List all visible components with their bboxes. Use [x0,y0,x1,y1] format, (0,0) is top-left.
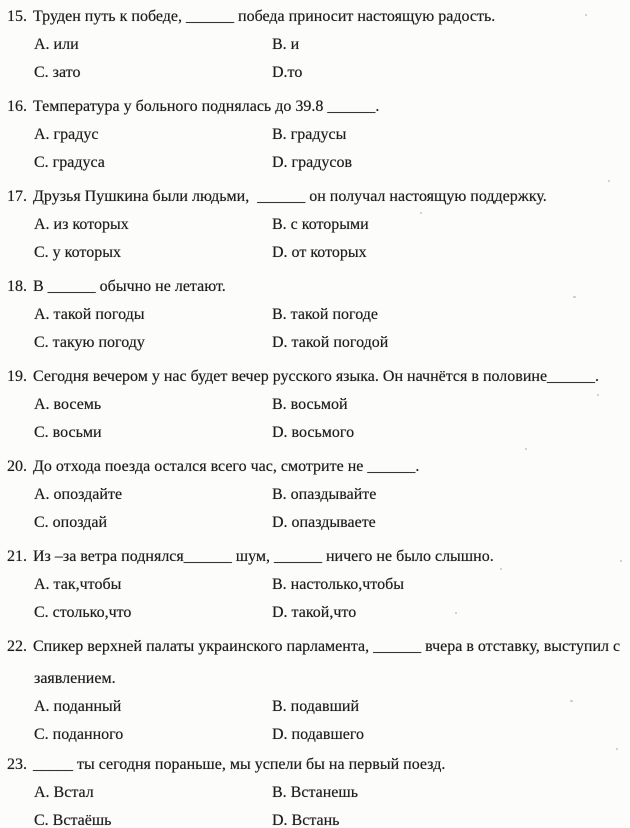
options-row [34,334,630,362]
question-text: Труден путь к победе, ______ победа приносит настоящую радость. [33,8,496,25]
options-block [34,486,630,542]
option-b: B. настолько,чтобы [272,576,404,593]
question-text-line [7,278,630,296]
options-row [34,812,630,828]
options-row [34,244,630,272]
options-block [34,698,630,754]
option-a: A. Встал [34,784,94,801]
options-row [34,784,630,812]
question-text-line [7,638,630,656]
option-d: D. такой погодой [272,334,389,351]
question-text: Сегодня вечером у нас будет вечер русского языка. Он начнётся в половине______. [33,368,600,385]
question-text-line [7,548,630,566]
option-b: B. градусы [272,126,347,143]
option-b: B. опаздывайте [272,486,377,503]
question-text: До отхода поезда остался всего час, смотрите не ______. [33,458,420,475]
question-17 [7,188,630,272]
option-a: A. градус [34,126,99,143]
option-a: A. или [34,36,79,53]
option-b: B. восьмой [272,396,348,413]
question-16 [7,98,630,182]
question-number: 20. [7,458,27,475]
question-text-continuation: заявлением. [34,670,116,687]
options-block [34,396,630,452]
options-block [34,306,630,362]
option-b: B. Встанешь [272,784,359,801]
question-22 [7,638,630,754]
option-d: D. опаздываете [272,514,376,531]
question-text: Температура у больного поднялась до 39.8 ______. [33,98,380,115]
question-15 [7,8,630,92]
question-text: Из –за ветра поднялся______ шум, ______ ничего не было слышно. [33,548,494,565]
question-number: 21. [7,548,27,565]
options-block [34,216,630,272]
question-text-line [7,756,630,774]
options-row [34,576,630,604]
options-row [34,396,630,424]
option-a: A. восемь [34,396,102,413]
option-d: D. градусов [272,154,353,171]
option-d: D. восьмого [272,424,355,441]
option-a: A. опоздайте [34,486,123,503]
option-c: C. опоздай [34,514,108,531]
question-text-line [7,98,630,116]
options-row [34,424,630,452]
options-block [34,126,630,182]
options-row [34,306,630,334]
options-row [34,126,630,154]
option-d: D. такой,что [272,604,357,621]
option-c: C. Встаёшь [34,812,112,828]
options-block [34,576,630,632]
option-a: A. из которых [34,216,129,233]
option-b: B. и [272,36,300,53]
option-c: C. поданного [34,726,124,743]
question-number: 15. [7,8,27,25]
question-20 [7,458,630,542]
question-text-line [7,458,630,476]
option-c: C. столько,что [34,604,132,621]
question-text-line [7,368,630,386]
options-row [34,698,630,726]
options-block [34,784,630,828]
question-number: 23. [7,756,27,773]
options-row [34,36,630,64]
option-d: D. от которых [272,244,367,261]
question-23 [7,756,630,828]
question-19 [7,368,630,452]
options-row [34,216,630,244]
question-text: _____ ты сегодня пораньше, мы успели бы на первый поезд. [33,756,446,773]
question-text: В ______ обычно не летают. [33,278,226,295]
question-21 [7,548,630,632]
option-c: C. восьми [34,424,102,441]
option-a: A. такой погоды [34,306,145,323]
options-block [34,36,630,92]
question-number: 22. [7,638,27,655]
options-row [34,154,630,182]
question-text-line [7,8,630,26]
option-b: B. такой погоде [272,306,378,323]
question-number: 16. [7,98,27,115]
option-d: D. подавшего [272,726,365,743]
option-c: C. у которых [34,244,121,261]
option-b: B. подавший [272,698,360,715]
option-a: A. поданный [34,698,122,715]
option-a: A. так,чтобы [34,576,122,593]
option-d: D. Встань [272,812,340,828]
question-number: 18. [7,278,27,295]
options-row [34,604,630,632]
option-c: C. градуса [34,154,105,171]
options-row [34,514,630,542]
option-d: D.то [272,64,303,81]
options-row [34,64,630,92]
option-b: B. с которыми [272,216,369,233]
question-number: 19. [7,368,27,385]
question-text: Друзья Пушкина были людьми, ______ он получал настоящую поддержку. [33,188,547,205]
options-row [34,726,630,754]
options-row [34,486,630,514]
question-number: 17. [7,188,27,205]
question-18 [7,278,630,362]
option-c: C. такую погоду [34,334,145,351]
question-text: Спикер верхней палаты украинского парламента, ______ вчера в отставку, выступил с [33,638,621,655]
option-c: C. зато [34,64,81,81]
question-text-line [7,188,630,206]
